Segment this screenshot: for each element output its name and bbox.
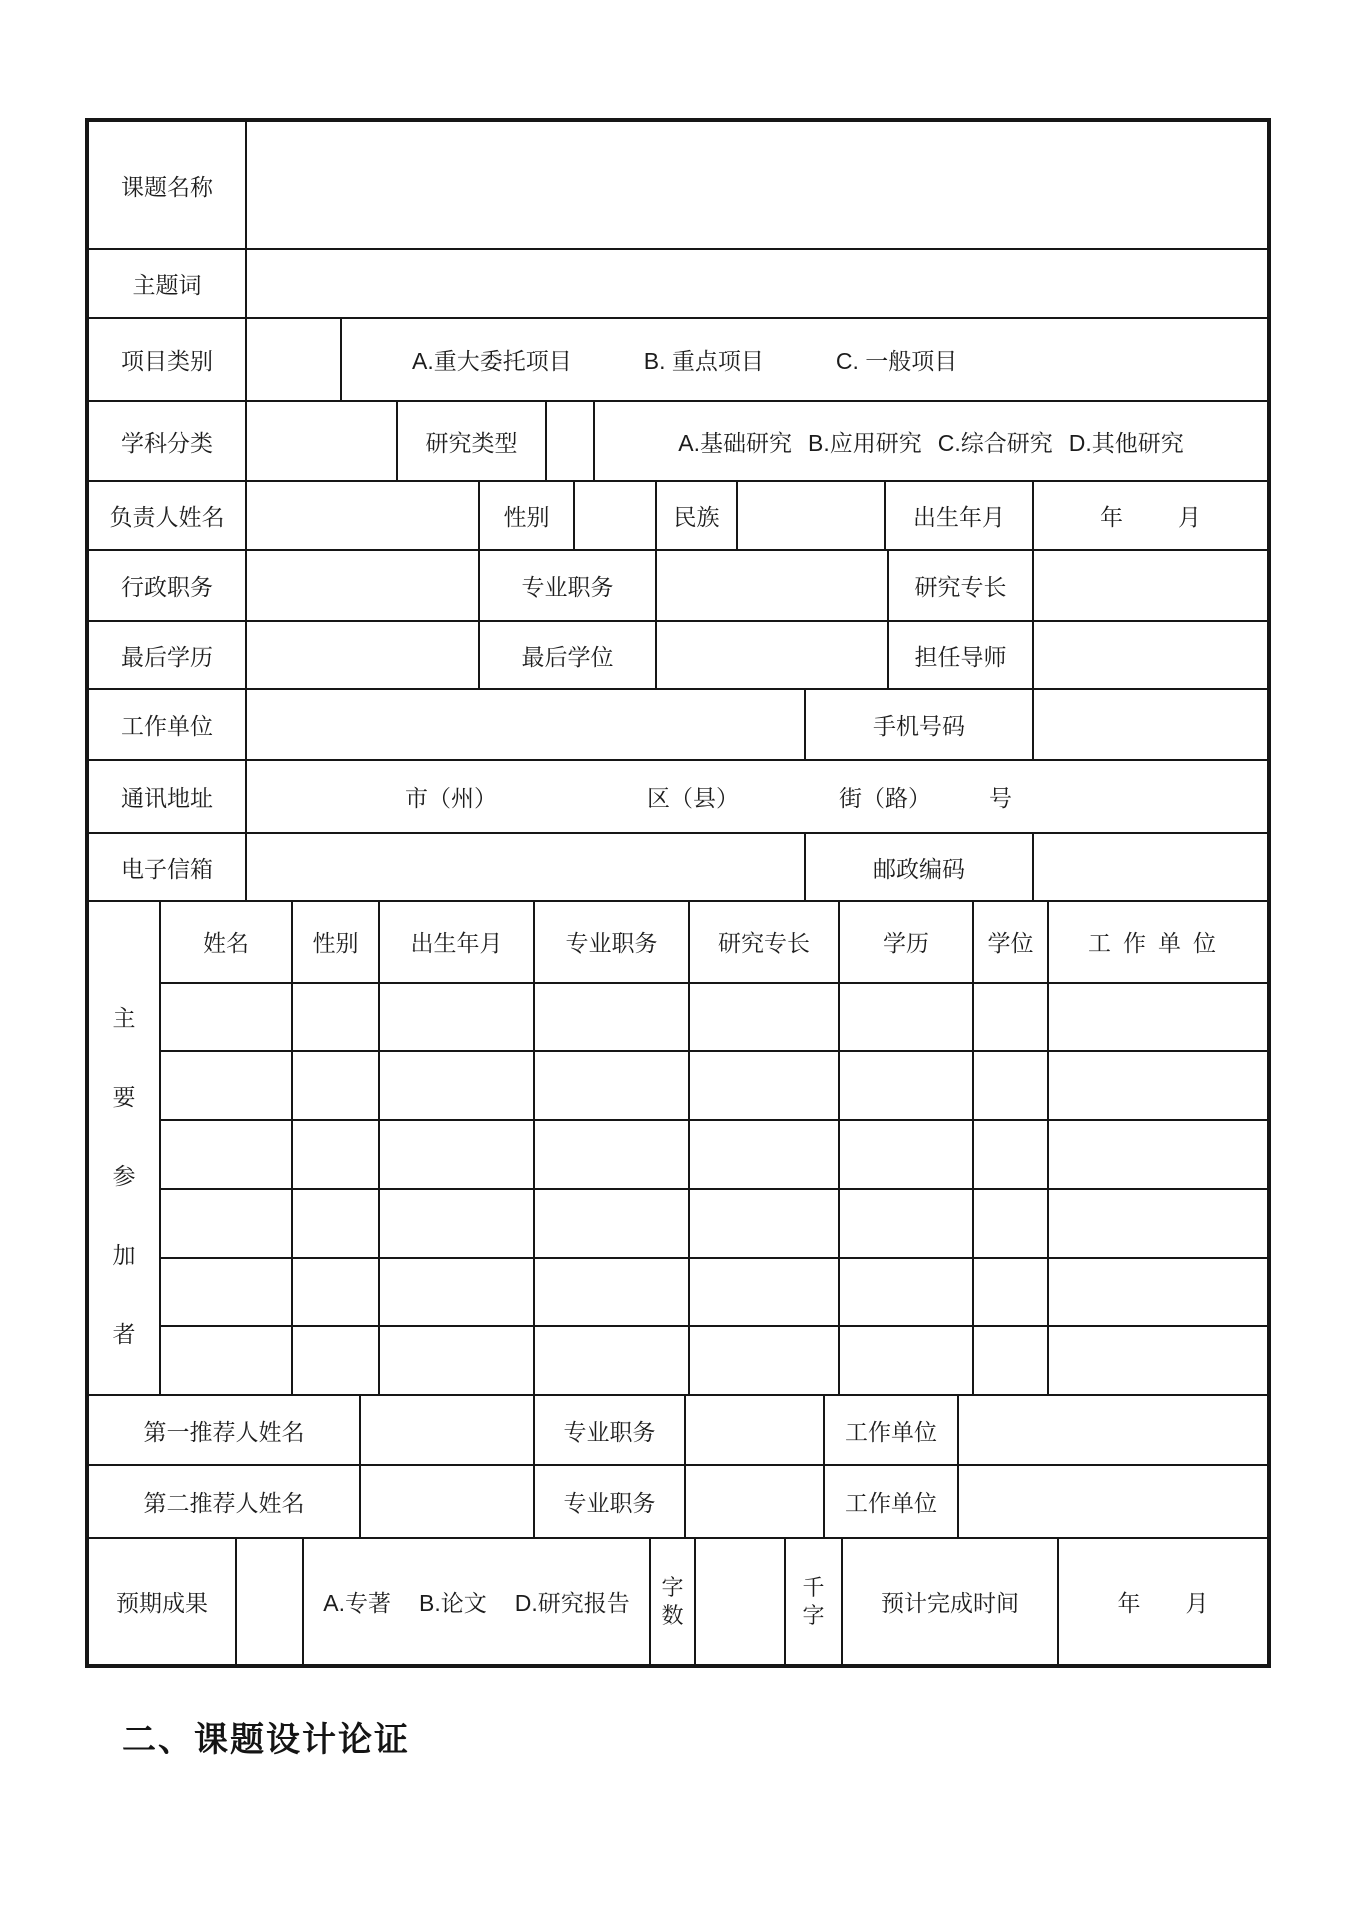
recommender2-workplace-input[interactable] bbox=[957, 1466, 1267, 1537]
category-option-c: C. 一般项目 bbox=[835, 348, 958, 374]
postcode-input[interactable] bbox=[1032, 834, 1267, 900]
recommender2-title-label: 专业职务 bbox=[533, 1466, 684, 1537]
participant-gender-input[interactable] bbox=[291, 1190, 378, 1257]
participants-header-row bbox=[161, 902, 1267, 982]
participants-vertical-char: 加 bbox=[112, 1242, 136, 1268]
project-name-input[interactable] bbox=[245, 122, 1267, 248]
research-type-options bbox=[593, 402, 1267, 480]
project-name-label: 课题名称 bbox=[121, 173, 213, 200]
birth-month-unit: 月 bbox=[1178, 504, 1201, 530]
participant-title-input[interactable] bbox=[533, 1190, 688, 1257]
mobile-label: 手机号码 bbox=[804, 690, 1032, 759]
participant-specialty-header: 研究专长 bbox=[688, 902, 838, 982]
expected-option-b: B.论文 bbox=[419, 1590, 487, 1616]
postcode-label: 邮政编码 bbox=[804, 834, 1032, 900]
research-specialty-input[interactable] bbox=[1032, 551, 1267, 620]
research-type-code-input[interactable] bbox=[545, 402, 593, 480]
recommender1-workplace-input[interactable] bbox=[957, 1396, 1267, 1464]
participant-specialty-input[interactable] bbox=[688, 1190, 838, 1257]
research-type-option-a: A.基础研究 bbox=[678, 429, 792, 456]
participant-row bbox=[161, 1050, 1267, 1119]
last-degree-input[interactable] bbox=[655, 622, 887, 688]
research-type-option-c: C.综合研究 bbox=[937, 429, 1053, 456]
participant-title-input[interactable] bbox=[533, 1052, 688, 1119]
participant-gender-input[interactable] bbox=[291, 1259, 378, 1326]
address-city-segment: 市（州） bbox=[405, 785, 497, 811]
participant-row bbox=[161, 982, 1267, 1051]
participant-gender-input[interactable] bbox=[291, 1121, 378, 1188]
birth-year-unit: 年 bbox=[1100, 504, 1123, 530]
thousand-char: 千 bbox=[802, 1575, 825, 1600]
participant-title-header: 专业职务 bbox=[533, 902, 688, 982]
participant-birth-input[interactable] bbox=[378, 1052, 533, 1119]
workplace-label: 工作单位 bbox=[121, 713, 213, 739]
category-row bbox=[89, 317, 1267, 400]
participant-education-input[interactable] bbox=[838, 1121, 972, 1188]
participant-name-input[interactable] bbox=[161, 1259, 291, 1326]
address-input[interactable] bbox=[245, 761, 1267, 832]
mobile-input[interactable] bbox=[1032, 690, 1267, 759]
admin-position-label: 行政职务 bbox=[121, 574, 213, 600]
recommender1-label: 第一推荐人姓名 bbox=[143, 1418, 305, 1445]
birth-date-input[interactable] bbox=[1032, 482, 1267, 549]
word-count-char: 字 bbox=[661, 1575, 684, 1600]
category-label: 项目类别 bbox=[121, 348, 213, 374]
participant-name-input[interactable] bbox=[161, 1190, 291, 1257]
participant-workplace-input[interactable] bbox=[1047, 1190, 1267, 1257]
participant-degree-input[interactable] bbox=[972, 1259, 1047, 1326]
keywords-row bbox=[89, 248, 1267, 317]
expected-results-options bbox=[302, 1539, 649, 1664]
participant-birth-input[interactable] bbox=[378, 1121, 533, 1188]
research-type-label: 研究类型 bbox=[396, 402, 545, 480]
professional-title-input[interactable] bbox=[655, 551, 887, 620]
participant-title-input[interactable] bbox=[533, 1327, 688, 1394]
last-education-label: 最后学历 bbox=[121, 643, 213, 670]
expected-results-label: 预期成果 bbox=[116, 1590, 208, 1616]
participant-education-input[interactable] bbox=[838, 1190, 972, 1257]
participant-workplace-header: 工作单位 bbox=[1047, 902, 1267, 982]
completion-year-unit: 年 bbox=[1117, 1590, 1141, 1616]
expected-option-a: A.专著 bbox=[323, 1590, 391, 1616]
leader-row bbox=[89, 480, 1267, 549]
email-row bbox=[89, 832, 1267, 900]
workplace-row bbox=[89, 688, 1267, 759]
recommender1-name-input[interactable] bbox=[359, 1396, 533, 1464]
leader-name-input[interactable] bbox=[245, 482, 478, 549]
participant-specialty-input[interactable] bbox=[688, 1121, 838, 1188]
participants-vertical-label bbox=[89, 902, 159, 1394]
participant-name-input[interactable] bbox=[161, 1052, 291, 1119]
completion-time-input[interactable] bbox=[1057, 1539, 1267, 1664]
participant-education-input[interactable] bbox=[838, 1052, 972, 1119]
thousand-chars-label bbox=[784, 1539, 841, 1664]
professional-title-label: 专业职务 bbox=[478, 551, 655, 620]
birth-date-label: 出生年月 bbox=[884, 482, 1032, 549]
recommender1-title-label: 专业职务 bbox=[533, 1396, 684, 1464]
participant-specialty-input[interactable] bbox=[688, 1052, 838, 1119]
participant-title-input[interactable] bbox=[533, 1259, 688, 1326]
research-type-option-d: D.其他研究 bbox=[1068, 429, 1184, 456]
leader-name-label: 负责人姓名 bbox=[109, 504, 225, 530]
participants-vertical-char: 要 bbox=[112, 1084, 136, 1110]
research-specialty-label: 研究专长 bbox=[887, 551, 1032, 620]
gender-input[interactable] bbox=[573, 482, 655, 549]
participant-education-input[interactable] bbox=[838, 984, 972, 1051]
participant-degree-input[interactable] bbox=[972, 1121, 1047, 1188]
address-district-segment: 区（县） bbox=[647, 785, 739, 811]
address-row bbox=[89, 759, 1267, 832]
participant-birth-header: 出生年月 bbox=[378, 902, 533, 982]
mentor-label: 担任导师 bbox=[887, 622, 1032, 688]
address-street-segment: 街（路） bbox=[839, 785, 931, 811]
category-option-b: B. 重点项目 bbox=[643, 348, 764, 374]
category-code-input[interactable] bbox=[245, 319, 340, 400]
participant-title-input[interactable] bbox=[533, 984, 688, 1051]
ethnicity-label: 民族 bbox=[655, 482, 736, 549]
expected-results-row bbox=[89, 1537, 1267, 1664]
education-row bbox=[89, 620, 1267, 688]
completion-month-unit: 月 bbox=[1185, 1590, 1209, 1616]
participant-education-header: 学历 bbox=[838, 902, 972, 982]
participant-degree-input[interactable] bbox=[972, 984, 1047, 1051]
recommender2-name-input[interactable] bbox=[359, 1466, 533, 1537]
recommender2-workplace-label: 工作单位 bbox=[823, 1466, 957, 1537]
participant-specialty-input[interactable] bbox=[688, 1259, 838, 1326]
participant-workplace-input[interactable] bbox=[1047, 1121, 1267, 1188]
admin-position-row bbox=[89, 549, 1267, 620]
participant-degree-input[interactable] bbox=[972, 1190, 1047, 1257]
project-info-table bbox=[85, 118, 1271, 1668]
address-number-segment: 号 bbox=[989, 785, 1012, 811]
expected-option-d: D.研究报告 bbox=[514, 1590, 630, 1616]
participant-workplace-input[interactable] bbox=[1047, 1327, 1267, 1394]
participant-row bbox=[161, 1257, 1267, 1326]
participant-gender-header: 性别 bbox=[291, 902, 378, 982]
participant-education-input[interactable] bbox=[838, 1259, 972, 1326]
email-input[interactable] bbox=[245, 834, 804, 900]
address-label: 通讯地址 bbox=[121, 785, 213, 811]
participants-vertical-char: 者 bbox=[112, 1321, 136, 1347]
participant-degree-input[interactable] bbox=[972, 1327, 1047, 1394]
workplace-input[interactable] bbox=[245, 690, 804, 759]
participant-row bbox=[161, 1119, 1267, 1188]
discipline-input[interactable] bbox=[245, 402, 396, 480]
word-count-char: 数 bbox=[661, 1603, 684, 1628]
participants-vertical-char: 主 bbox=[112, 1005, 136, 1031]
category-option-a: A.重大委托项目 bbox=[412, 348, 572, 374]
participant-workplace-input[interactable] bbox=[1047, 1259, 1267, 1326]
discipline-row bbox=[89, 400, 1267, 480]
participant-education-input[interactable] bbox=[838, 1327, 972, 1394]
recommender1-row bbox=[89, 1394, 1267, 1464]
admin-position-input[interactable] bbox=[245, 551, 478, 620]
participant-gender-input[interactable] bbox=[291, 1052, 378, 1119]
section-title: 二、课题设计论证 bbox=[122, 1721, 410, 1759]
discipline-label: 学科分类 bbox=[121, 429, 213, 456]
participant-row bbox=[161, 1325, 1267, 1394]
participant-title-input[interactable] bbox=[533, 1121, 688, 1188]
ethnicity-input[interactable] bbox=[736, 482, 884, 549]
thousand-char: 字 bbox=[802, 1603, 825, 1628]
research-type-option-b: B.应用研究 bbox=[808, 429, 922, 456]
participants-vertical-char: 参 bbox=[112, 1163, 136, 1189]
participant-degree-header: 学位 bbox=[972, 902, 1047, 982]
keywords-input[interactable] bbox=[245, 250, 1267, 317]
recommender2-label: 第二推荐人姓名 bbox=[143, 1490, 305, 1516]
keywords-label: 主题词 bbox=[132, 272, 202, 298]
participant-degree-input[interactable] bbox=[972, 1052, 1047, 1119]
participant-row bbox=[161, 1188, 1267, 1257]
participant-specialty-input[interactable] bbox=[688, 1327, 838, 1394]
category-options bbox=[340, 319, 1267, 400]
participants-table bbox=[159, 902, 1267, 1394]
email-label: 电子信箱 bbox=[121, 855, 213, 882]
completion-time-label: 预计完成时间 bbox=[841, 1539, 1057, 1664]
recommender1-workplace-label: 工作单位 bbox=[823, 1396, 957, 1464]
recommender1-title-input[interactable] bbox=[684, 1396, 823, 1464]
participant-specialty-input[interactable] bbox=[688, 984, 838, 1051]
word-count-label bbox=[649, 1539, 694, 1664]
gender-label: 性别 bbox=[478, 482, 573, 549]
participant-birth-input[interactable] bbox=[378, 1259, 533, 1326]
recommender2-row bbox=[89, 1464, 1267, 1537]
project-name-row bbox=[89, 122, 1267, 248]
participant-gender-input[interactable] bbox=[291, 984, 378, 1051]
word-count-input[interactable] bbox=[694, 1539, 784, 1664]
last-degree-label: 最后学位 bbox=[478, 622, 655, 688]
participant-name-input[interactable] bbox=[161, 984, 291, 1051]
participant-birth-input[interactable] bbox=[378, 1327, 533, 1394]
mentor-input[interactable] bbox=[1032, 622, 1267, 688]
participant-birth-input[interactable] bbox=[378, 984, 533, 1051]
last-education-input[interactable] bbox=[245, 622, 478, 688]
participant-workplace-input[interactable] bbox=[1047, 984, 1267, 1051]
participant-name-input[interactable] bbox=[161, 1121, 291, 1188]
expected-results-code-input[interactable] bbox=[235, 1539, 302, 1664]
participant-name-header: 姓名 bbox=[203, 930, 249, 957]
recommender2-title-input[interactable] bbox=[684, 1466, 823, 1537]
participant-name-input[interactable] bbox=[161, 1327, 291, 1394]
participant-workplace-input[interactable] bbox=[1047, 1052, 1267, 1119]
participant-birth-input[interactable] bbox=[378, 1190, 533, 1257]
participants-block bbox=[89, 900, 1267, 1394]
participant-gender-input[interactable] bbox=[291, 1327, 378, 1394]
